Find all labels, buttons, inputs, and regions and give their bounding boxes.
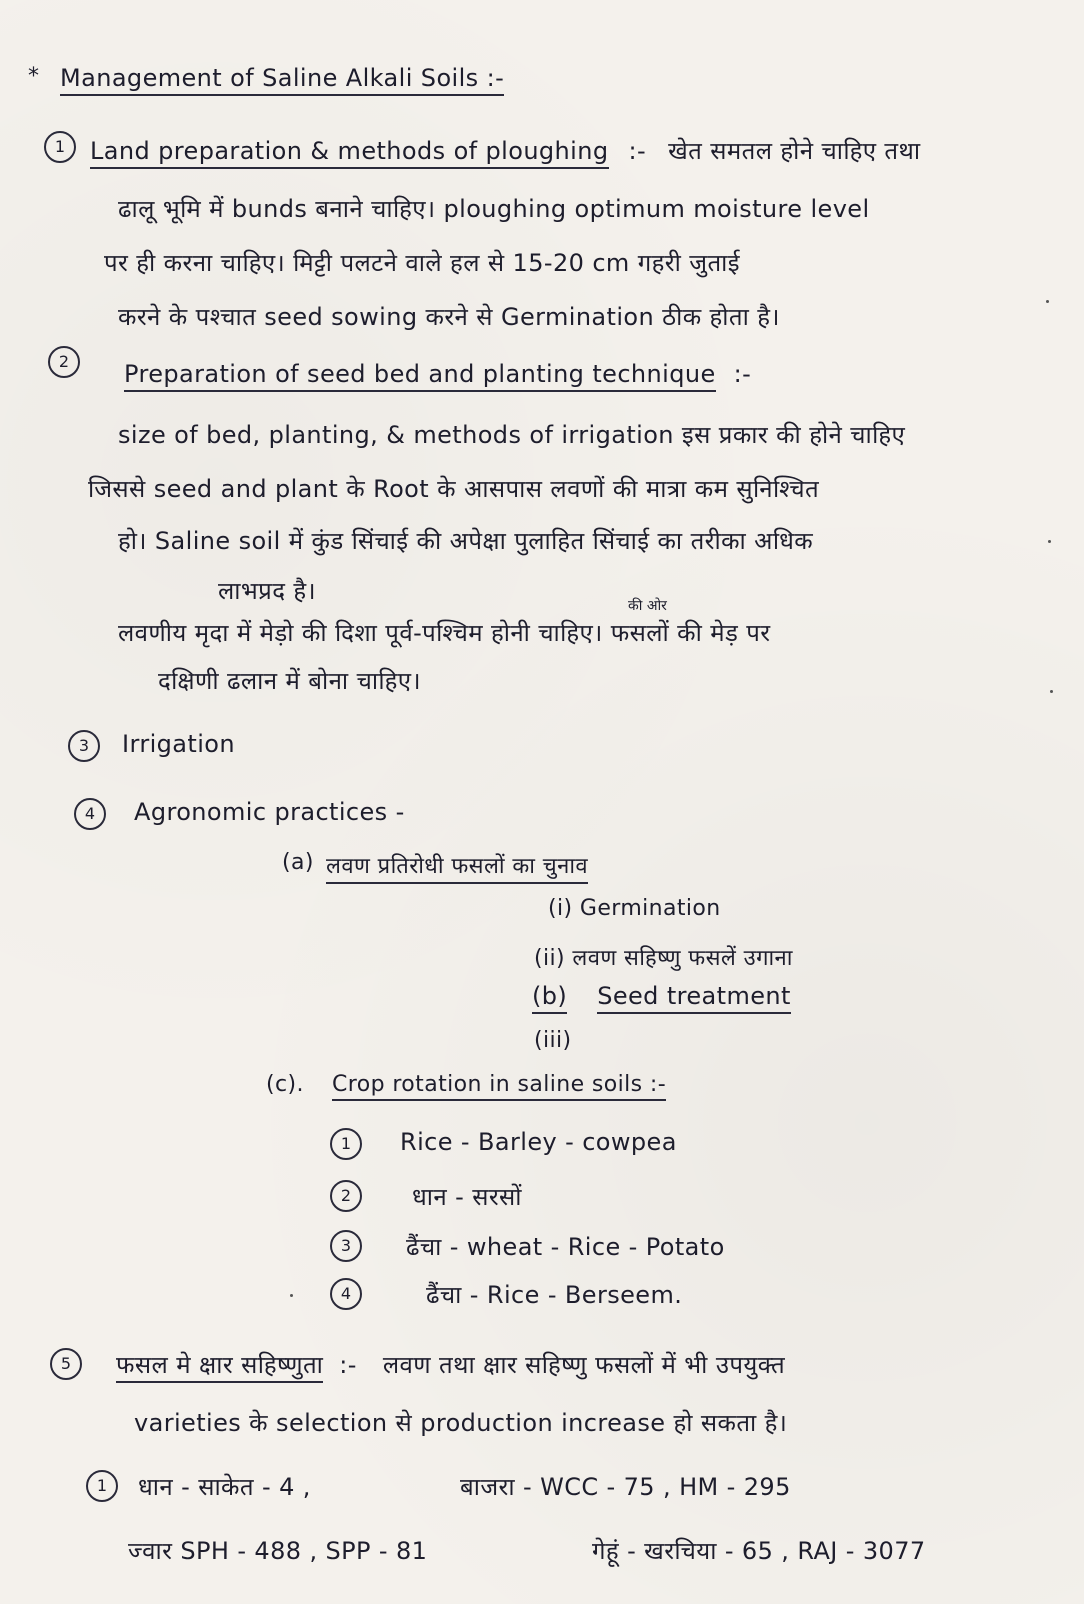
section-2-separator: :- [733, 360, 752, 388]
section-2-line3: हो। Saline soil में कुंड सिंचाई की अपेक्षा पुलाहित सिंचाई का तरीका अधिक [118, 527, 814, 555]
sub-a-title: लवण प्रतिरोधी फसलों का चुनाव [326, 850, 588, 884]
sub-c-title: Crop rotation in saline soils :- [332, 1072, 666, 1101]
crops-line2-a: ज्वार SPH - 488 , SPP - 81 [128, 1537, 428, 1565]
section-1-title: Land preparation & methods of ploughing [90, 137, 609, 169]
paper-speck [1046, 300, 1049, 303]
sub-a-label: (a) [282, 850, 314, 875]
section-2-line4: लाभप्रद है। [218, 577, 317, 605]
section-5-separator: :- [339, 1351, 357, 1379]
sub-a-item-2: (ii) लवण सहिष्णु फसलें उगाना [534, 946, 793, 971]
section-4-number: 4 [74, 798, 106, 830]
rotation-1-number: 1 [330, 1128, 362, 1160]
section-2-title: Preparation of seed bed and planting technique [124, 360, 716, 392]
crops-line1-b: बाजरा - WCC - 75 , HM - 295 [460, 1473, 791, 1501]
section-1-header [90, 134, 920, 167]
section-2-line6: दक्षिणी ढलान में बोना चाहिए। [158, 667, 421, 695]
rotation-4: ढैंचा - Rice - Berseem. [426, 1281, 683, 1309]
section-5-number: 5 [50, 1348, 82, 1380]
section-1-line2: ढालू भूमि में bunds बनाने चाहिए। ploughing optimum moisture level [118, 195, 870, 223]
rotation-3-number: 3 [330, 1230, 362, 1262]
sub-c-label: (c). [266, 1072, 304, 1097]
section-5-sub-number: 1 [86, 1470, 118, 1502]
sub-b-label: (b) [532, 982, 567, 1014]
section-2-line1: size of bed, planting, & methods of irrigation इस प्रकार की होने चाहिए [118, 421, 906, 449]
section-1-line1-rest: खेत समतल होने चाहिए तथा [668, 137, 921, 165]
paper-speck [1050, 690, 1053, 693]
section-2-line2: जिससे seed and plant के Root के आसपास लवणों की मात्रा कम सुनिश्चित [88, 475, 820, 503]
section-5-title: फसल मे क्षार सहिष्णुता [116, 1351, 323, 1383]
paper-speck [290, 1294, 293, 1297]
sub-a-item-1: (i) Germination [548, 896, 721, 921]
rotation-2: धान - सरसों [412, 1183, 522, 1211]
section-2-line5: लवणीय मृदा में मेड़ो की दिशा पूर्व-पश्चिम होनी चाहिए। फसलों की मेड़ पर [118, 619, 771, 647]
section-1-line4: करने के पश्चात seed sowing करने से Germination ठीक होता है। [118, 303, 780, 331]
page-title: Management of Saline Alkali Soils :- [60, 64, 504, 96]
section-2-number: 2 [48, 346, 80, 378]
section-5-line2: varieties के selection से production increase हो सकता है। [134, 1409, 788, 1437]
section-1-separator: :- [628, 137, 647, 165]
rotation-3: ढैंचा - wheat - Rice - Potato [406, 1233, 725, 1261]
heading-bullet: * [28, 64, 40, 89]
section-2-header [124, 360, 751, 388]
section-3-number: 3 [68, 730, 100, 762]
rotation-4-number: 4 [330, 1278, 362, 1310]
crops-line2-b: गेहूं - खरचिया - 65 , RAJ - 3077 [592, 1537, 926, 1565]
crops-line1-a: धान - साकेत - 4 , [138, 1473, 311, 1501]
section-1-line3: पर ही करना चाहिए। मिट्टी पलटने वाले हल से 15-20 cm गहरी जुताई [104, 249, 740, 277]
section-1-number: 1 [44, 131, 76, 163]
section-3-title: Irrigation [122, 730, 235, 758]
sub-b-header [532, 982, 791, 1010]
section-5-line1-rest: लवण तथा क्षार सहिष्णु फसलों में भी उपयुक्त [382, 1351, 786, 1379]
section-4-title: Agronomic practices - [134, 798, 405, 826]
section-2-insert-note: की ओर [628, 598, 667, 614]
rotation-2-number: 2 [330, 1180, 362, 1212]
sub-b-extra: (iii) [534, 1028, 572, 1053]
sub-b-title: Seed treatment [597, 982, 791, 1014]
rotation-1: Rice - Barley - cowpea [400, 1128, 677, 1156]
section-5-header [116, 1348, 785, 1381]
paper-speck [1048, 540, 1051, 543]
